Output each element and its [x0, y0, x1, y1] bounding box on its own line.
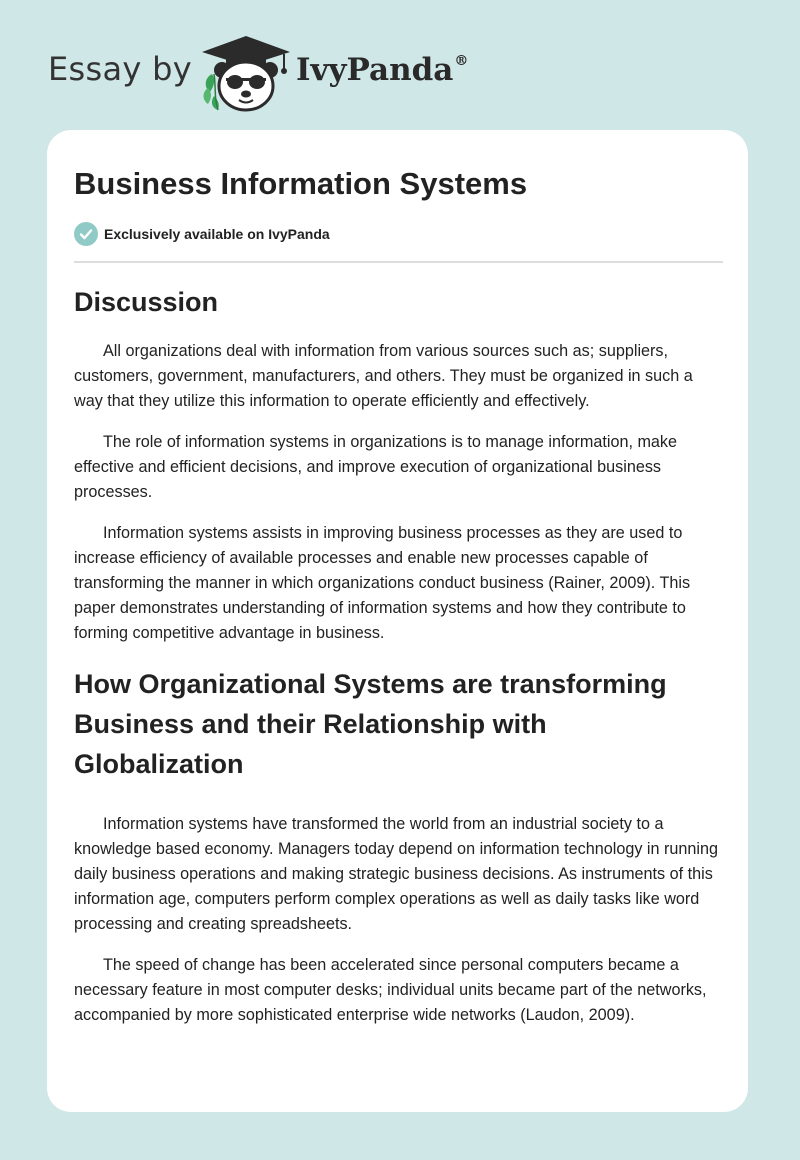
paragraph: Information systems assists in improving business processes as they are used to increase efficiency of available processes and enable new processes capable of transforming the manner in which organizations conduct business (Rainer, 2009). This paper demonstrates understanding of information systems and how they contribute to forming competitive advantage in business. — [74, 524, 691, 642]
brand-name[interactable] — [296, 52, 468, 88]
section-heading-discussion: Discussion — [74, 287, 219, 317]
exclusive-badge — [74, 222, 330, 246]
section-heading-globalization: How Organizational Systems are transforming Business and their Relationship with Globalization — [74, 669, 667, 779]
site-header — [0, 0, 800, 130]
registered-mark: ® — [454, 52, 469, 69]
paragraph: All organizations deal with information from various sources such as; suppliers, customers, government, manufacturers, and others. They must be organized in such a way that they utilize this information to operate efficiently and effectively. — [74, 342, 693, 410]
brand-text: IvyPanda — [296, 52, 454, 88]
article-body — [74, 282, 723, 1044]
badge-label: Exclusively available on IvyPanda — [104, 226, 330, 242]
page-title: Business Information Systems — [74, 166, 528, 201]
paragraph: Information systems have transformed the world from an industrial society to a knowledge based economy. Managers today depend on information technology in running daily business operations and making strategic business decisions. As instruments of this information age, computers perform complex operations as well as daily tasks like word processing and creating spreadsheets. — [74, 815, 719, 933]
essay-by-label: Essay by — [48, 50, 192, 88]
check-circle-icon — [74, 222, 98, 246]
paragraph: The role of information systems in organizations is to manage information, make effective and efficient decisions, and improve execution of organizational business processes. — [74, 433, 678, 501]
title-divider — [74, 261, 723, 263]
panda-logo-icon[interactable] — [198, 34, 294, 112]
essay-card — [47, 130, 748, 1112]
paragraph: The speed of change has been accelerated since personal computers became a necessary feature in most computer desks; individual units became part of the networks, accompanied by more sophisticated enterprise wide networks (Laudon, 2009). — [74, 956, 707, 1024]
